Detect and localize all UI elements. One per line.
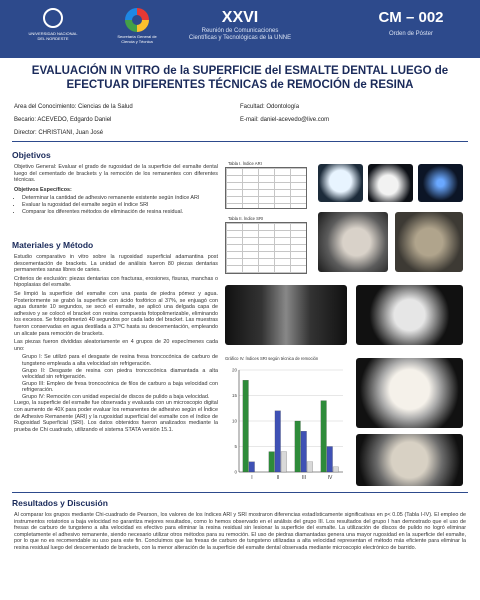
x-tick-label: I (251, 475, 253, 481)
poster-code: CM – 002 (378, 9, 444, 26)
objetivos-especificos-head: Objetivos Específicos: (14, 186, 72, 193)
materiales-body (14, 254, 218, 474)
tooth-result-photo-2 (356, 434, 463, 486)
section-objetivos: Objetivos (12, 150, 51, 160)
objetivos-especificos-list (14, 195, 218, 215)
bar (249, 462, 255, 472)
microscope-photo (318, 212, 388, 272)
poster-title (20, 64, 460, 92)
meeting-subtitle-line1: Reunión de Comunicaciones (201, 28, 279, 34)
meeting-number: XXVI (221, 9, 259, 26)
table-sri (225, 216, 307, 274)
bar (307, 462, 313, 472)
poster-code-sub: Orden de Póster (388, 31, 434, 37)
resultados-p1: Al comparar los grupos mediante Chi-cuadrado de Pearson, los valores de los índices ARI y SRI mostraron diferencias estadísticamente significativas en p< 0.05 (Tabla I-IV). El empleo de instrumentos rotatorios a baja velocidad no garantiza mejores resultados, como lo hemos observado en el análisis del grupo III. Los resultados del grupo I han demostrado que el uso de fresas de carburo de tungsteno a alta velocidad es efectivo para eliminar la resina residual sin lesionar la superficie del esmalte. La utilización de discos de pulido no logró eliminar completamente el adhesivo remanente, siendo necesario utilizar otros métodos para su remoción. El uso de piedras diamantadas genera una mayor rugosidad en la superficie del esmalte, por lo que no es recomendable su uso para este fin. Concluimos que las fresas de carburo de tungsteno utilizadas a alta velocidad representan el método más eficiente para eliminar la resina residual luego del descementado de brackets, con la menor alteración de la superficie del esmalte dental observada mediante microscopio electrónico de barrido. (14, 512, 466, 551)
group-item: • Grupo III: Empleo de fresa troncocónica de filos de carburo a baja velocidad con refrigeración. (22, 381, 218, 394)
light-photo (418, 164, 463, 202)
director-label: Director: CHRISTIANI, Juan José (14, 130, 104, 136)
header-band (0, 0, 480, 58)
x-tick-label: II (276, 475, 280, 481)
groups-list (14, 354, 218, 400)
x-tick-label: III (301, 475, 307, 481)
unne-seal-icon (43, 8, 63, 28)
table-ari-grid (226, 168, 306, 208)
x-tick-label: IV (327, 475, 333, 481)
bar (321, 401, 327, 472)
meeting-subtitle-line2: Científicas y Tecnológicas de la UNNE (188, 35, 292, 41)
chart-caption: Gráfico IV. Índices SRI según técnica de remoción (225, 356, 319, 361)
table-ari (225, 161, 307, 209)
table-sri-grid (226, 223, 306, 273)
unne-logo (28, 8, 78, 54)
y-tick-label: 15 (231, 393, 237, 398)
instruments-photo (225, 285, 347, 345)
table-ari-caption: Tabla I. Índice ARI (228, 161, 262, 166)
sem-photo-1 (356, 285, 463, 345)
tooth-result-photo-1 (356, 358, 463, 428)
bar (295, 421, 301, 472)
bar (269, 452, 275, 472)
materiales-p5: Luego, la superficie del esmalte fue observada y evaluada con un microscopio digital con aumento de 40X para poder evaluar los remanentes de adhesivo según el Índice de Adhesivo Remanente (ARI) y la rugosidad superficial del esmalte con el índice de Rugosidad Superficial (SRI). Los datos obtenidos fueron analizados mediante la prueba de Chi cuadrado, utilizando el sistema STATA versión 15.1. (14, 400, 218, 433)
materiales-p4: Las piezas fueron divididas aleatoriamente en 4 grupos de 20 especímenes cada uno: (14, 339, 218, 352)
section-resultados: Resultados y Discusión (12, 498, 108, 508)
email-label: E-mail: daniel-acevedo@live.com (240, 117, 330, 123)
sgcyt-logo-text: Secretaría General de Ciencia y Técnica (117, 34, 157, 44)
bar (243, 380, 249, 472)
unne-logo-text: UNIVERSIDAD NACIONAL DEL NORDESTE (28, 31, 78, 41)
materiales-p1: Estudio comparativo in vitro sobre la rugosidad superficial adamantina post descementación de brackets. La unidad de análisis fueron 80 piezas dentarias permanentes sanas libres de caries. (14, 254, 218, 274)
sgcyt-wheel-icon (125, 8, 149, 32)
tooth-photo-1 (318, 164, 363, 202)
y-tick-label: 5 (234, 444, 237, 449)
table-sri-caption: Tabla II. Índice SRI (228, 216, 264, 221)
group-item: • Grupo I: Se utilizó para el desgaste de resina fresa troncocónica de carburo de tungsteno empleada a alta velocidad sin refrigeración. (22, 354, 218, 367)
results-chart-svg (225, 364, 347, 486)
sgcyt-logo (112, 8, 162, 54)
group-item: • Grupo II: Desgaste de resina con piedra troncocónica diamantada a alta velocidad sin refrigeración. (22, 368, 218, 381)
bar (333, 467, 339, 472)
bar (281, 452, 287, 472)
fellow-label: Becario: ACEVEDO, Edgardo Daniel (14, 117, 112, 123)
objetivo-especifico: • Determinar la cantidad de adhesivo remanente existente según índice ARI (22, 195, 218, 202)
bar (301, 431, 307, 472)
header-rule (12, 141, 468, 142)
title-line2: EFECTUAR DIFERENTES TÉCNICAS de REMOCIÓN de RESINA (66, 79, 414, 91)
area-label: Area del Conocimiento: Ciencias de la Salud (14, 104, 133, 110)
results-rule (12, 492, 468, 493)
bar (327, 447, 333, 473)
objetivo-general: Objetivo General: Evaluar el grado de rugosidad de la superficie del esmalte dental luego del cementado de brackets y la remoción de los remanentes con diferentes técnicas. (14, 164, 218, 184)
title-line1: EVALUACIÓN IN VITRO de la SUPERFICIE del ESMALTE DENTAL LUEGO de (31, 65, 449, 77)
objetivos-body (14, 164, 218, 215)
meeting-subtitle (170, 28, 310, 42)
y-tick-label: 0 (234, 469, 237, 475)
materiales-p2: Criterios de exclusión: piezas dentarias con fracturas, erosiones, fisuras, manchas o hipoplasias del esmalte. (14, 275, 218, 289)
tooth-closeup-photo (395, 212, 463, 272)
tooth-photo-2 (368, 164, 413, 202)
faculty-label: Facultad: Odontología (240, 104, 300, 110)
results-chart (225, 364, 347, 486)
materiales-p3: Se limpió la superficie del esmalte con una pasta de piedra pómez y agua. Posteriormente se grabó la superficie con ácido fosfórico al 37%, se enjuagó con agua durante 10 segundos, se secó el esmalte, se aplicó una delgada capa de adhesivo y se colocó el bracket con resina compuesta fotopolimerizable, eliminando los excesos. Se fotopolimerizó 40 segundos por cada lado del bracket. Las muestras fueron conservadas en agua destilada a 37ºC hasta su descementación, empleando un alicate para remoción de brackets. (14, 290, 218, 337)
y-tick-label: 20 (231, 367, 237, 373)
objetivo-especifico: • Evaluar la rugosidad del esmalte según el índice SRI (22, 202, 218, 209)
objetivo-especifico: • Comparar los diferentes métodos de eliminación de resina residual. (22, 209, 218, 216)
group-item: • Grupo IV: Remoción con unidad especial de discos de pulido a baja velocidad. (22, 394, 218, 401)
bar (275, 411, 281, 472)
y-tick-label: 10 (231, 418, 237, 424)
resultados-body (14, 512, 466, 596)
section-materiales: Materiales y Método (12, 240, 94, 250)
